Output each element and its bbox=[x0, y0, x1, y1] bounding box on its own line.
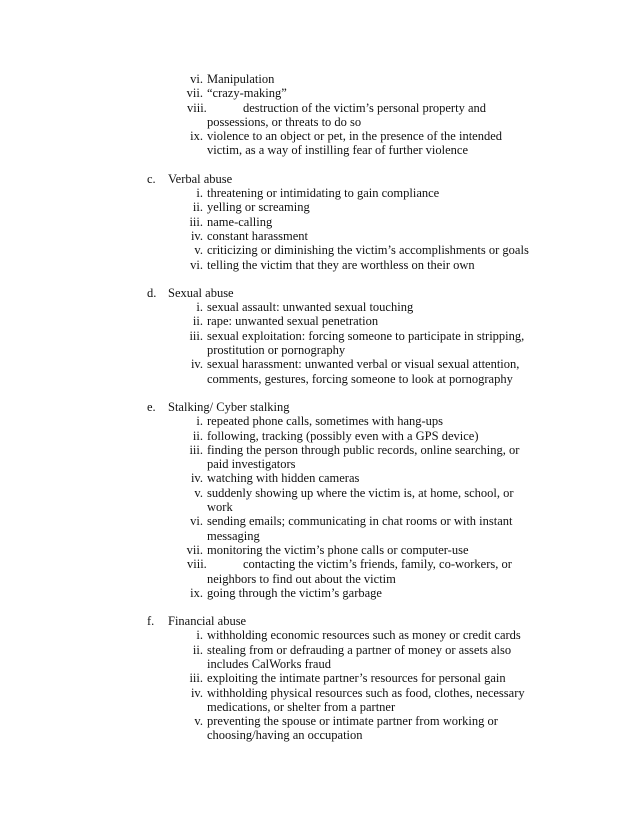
section-title: Verbal abuse bbox=[168, 171, 233, 186]
item-numeral: i. bbox=[196, 414, 203, 429]
document-page bbox=[0, 72, 638, 757]
item-numeral: v. bbox=[194, 243, 203, 258]
item-numeral: v. bbox=[194, 714, 203, 729]
list-item bbox=[0, 243, 537, 257]
section-heading bbox=[0, 286, 638, 300]
list-item bbox=[0, 628, 537, 642]
item-numeral: vii. bbox=[186, 542, 203, 557]
item-numeral: viii. bbox=[187, 557, 207, 572]
list-item bbox=[0, 557, 537, 586]
item-text: following, tracking (possibly even with a GPS device) bbox=[207, 428, 479, 443]
list-item bbox=[0, 300, 537, 314]
section-title: Sexual abuse bbox=[168, 285, 234, 300]
list-item bbox=[0, 486, 537, 515]
section-title: Stalking/ Cyber stalking bbox=[168, 399, 290, 414]
item-text: stealing from or defrauding a partner of money or assets also includes CalWorks fraud bbox=[207, 642, 512, 671]
section-marker: c. bbox=[147, 171, 156, 186]
item-numeral: vi. bbox=[190, 72, 203, 86]
item-text: withholding physical resources such as food, clothes, necessary medications, or shelter from a partner bbox=[207, 685, 525, 714]
item-numeral: ix. bbox=[190, 585, 203, 600]
list-item bbox=[0, 229, 537, 243]
list-item bbox=[0, 314, 537, 328]
item-text: sending emails; communicating in chat rooms or with instant messaging bbox=[207, 514, 513, 543]
list-item bbox=[0, 686, 537, 715]
item-numeral: iv. bbox=[190, 685, 203, 700]
section bbox=[0, 400, 638, 600]
section-marker: f. bbox=[147, 614, 155, 629]
item-numeral: i. bbox=[196, 186, 203, 201]
item-text: monitoring the victim’s phone calls or computer-use bbox=[207, 542, 469, 557]
item-numeral: iv. bbox=[190, 357, 203, 372]
section bbox=[0, 286, 638, 386]
list-item bbox=[0, 586, 537, 600]
item-numeral: ii. bbox=[192, 642, 203, 657]
section-marker: e. bbox=[147, 399, 156, 414]
list-item bbox=[0, 72, 537, 86]
section bbox=[0, 614, 638, 743]
item-numeral: iii. bbox=[189, 671, 203, 686]
item-text: rape: unwanted sexual penetration bbox=[207, 314, 379, 329]
item-text: preventing the spouse or intimate partner from working or choosing/having an occupation bbox=[207, 714, 498, 743]
list-item bbox=[0, 215, 537, 229]
sections-container bbox=[0, 172, 638, 743]
section bbox=[0, 172, 638, 272]
item-numeral: iii. bbox=[189, 214, 203, 229]
item-numeral: iii. bbox=[189, 328, 203, 343]
list-item bbox=[0, 357, 537, 386]
list-item bbox=[0, 671, 537, 685]
item-numeral: v. bbox=[194, 485, 203, 500]
item-numeral: viii. bbox=[187, 100, 207, 115]
section-title: Financial abuse bbox=[168, 614, 247, 629]
item-text: criticizing or diminishing the victim’s accomplishments or goals bbox=[207, 243, 529, 258]
item-text: violence to an object or pet, in the presence of the intended victim, as a way of instilling fear of further violence bbox=[207, 129, 503, 158]
item-numeral: ii. bbox=[192, 200, 203, 215]
item-numeral: iii. bbox=[189, 442, 203, 457]
section-heading bbox=[0, 172, 638, 186]
list-item bbox=[0, 471, 537, 485]
list-item bbox=[0, 429, 537, 443]
item-text: sexual exploitation: forcing someone to participate in stripping, prostitution or pornography bbox=[207, 328, 525, 358]
list-item bbox=[0, 443, 537, 472]
list-item bbox=[0, 86, 537, 100]
item-numeral: ix. bbox=[190, 129, 203, 144]
section-marker: d. bbox=[147, 285, 157, 300]
list-item bbox=[0, 643, 537, 672]
item-numeral: ii. bbox=[192, 314, 203, 329]
list-item bbox=[0, 101, 537, 130]
item-numeral: vi. bbox=[190, 514, 203, 529]
item-numeral: i. bbox=[196, 628, 203, 643]
item-text: constant harassment bbox=[207, 228, 309, 243]
section-heading bbox=[0, 614, 638, 628]
item-text: finding the person through public records, online searching, or paid investigators bbox=[207, 442, 520, 472]
list-item bbox=[0, 514, 537, 543]
list-item bbox=[0, 129, 537, 158]
list-item bbox=[0, 329, 537, 358]
intro-list bbox=[0, 72, 638, 158]
item-text: threatening or intimidating to gain compliance bbox=[207, 186, 440, 201]
item-text: exploiting the intimate partner’s resources for personal gain bbox=[207, 671, 506, 686]
list-item bbox=[0, 714, 537, 743]
section-heading bbox=[0, 400, 638, 414]
list-item bbox=[0, 200, 537, 214]
item-text: telling the victim that they are worthless on their own bbox=[207, 257, 475, 272]
item-text: Manipulation bbox=[207, 72, 275, 86]
item-text: going through the victim’s garbage bbox=[207, 585, 382, 600]
list-item bbox=[0, 414, 537, 428]
list-item bbox=[0, 186, 537, 200]
item-text: destruction of the victim’s personal property and possessions, or threats to do so bbox=[207, 100, 486, 129]
item-numeral: ii. bbox=[192, 428, 203, 443]
list-item bbox=[0, 543, 537, 557]
item-text: sexual harassment: unwanted verbal or visual sexual attention, comments, gestures, forcing someone to look at pornography bbox=[207, 357, 520, 386]
item-text: watching with hidden cameras bbox=[207, 471, 360, 486]
item-text: yelling or screaming bbox=[207, 200, 310, 215]
item-text: withholding economic resources such as money or credit cards bbox=[207, 628, 521, 643]
item-numeral: i. bbox=[196, 300, 203, 315]
item-numeral: vii. bbox=[186, 86, 203, 101]
list-item bbox=[0, 258, 537, 272]
item-text: suddenly showing up where the victim is, at home, school, or work bbox=[207, 485, 514, 515]
item-text: name-calling bbox=[207, 214, 273, 229]
item-text: repeated phone calls, sometimes with hang-ups bbox=[207, 414, 444, 429]
item-numeral: iv. bbox=[190, 228, 203, 243]
item-numeral: vi. bbox=[190, 257, 203, 272]
item-text: contacting the victim’s friends, family, co-workers, or neighbors to find out about the victim bbox=[207, 557, 512, 586]
item-text: “crazy-making” bbox=[207, 86, 287, 101]
item-numeral: iv. bbox=[190, 471, 203, 486]
item-text: sexual assault: unwanted sexual touching bbox=[207, 300, 414, 315]
